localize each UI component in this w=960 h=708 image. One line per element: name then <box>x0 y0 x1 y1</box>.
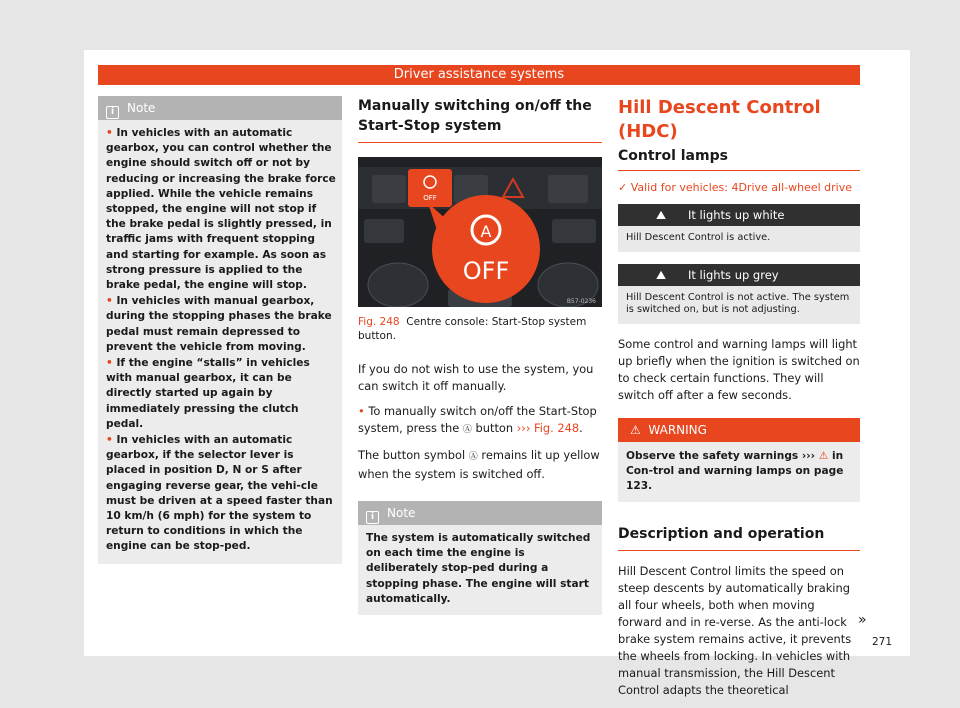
note-header <box>98 96 342 120</box>
chapter-header: Driver assistance systems <box>98 65 860 85</box>
warning-body: Observe the safety warnings ››› ⚠ in Con-trol and warning lamps on page 123. <box>626 449 844 492</box>
bullet-icon: • <box>106 434 117 447</box>
middle-column <box>358 96 602 615</box>
svg-text:A: A <box>480 222 492 241</box>
figure-248-image <box>358 157 602 307</box>
hdc-lamp-icon: ⛰ <box>656 208 667 222</box>
figure-label: Fig. 248 <box>358 316 400 328</box>
centre-console-illustration <box>358 157 602 307</box>
note-header <box>358 501 602 525</box>
paragraph-lamps-check: Some control and warning lamps will light up briefly when the ignition is switched on to check certain functions. They will switch off after a few seconds. <box>618 336 860 402</box>
check-icon: ✓ <box>618 181 628 194</box>
note-title: Note <box>127 101 156 115</box>
note-box <box>358 501 602 615</box>
paragraph-switch-off: If you do not wish to use the system, you can switch it off manually. <box>358 362 594 393</box>
paragraph-description: Hill Descent Control limits the speed on steep descents by automatically braking all four wheels, both when moving forward and in re-verse. As the anti-lock brake system remains active, it prevents the wheels from locking. In vehicles with manual transmission, the Hill Descent Control adapts the theoretical <box>618 563 852 697</box>
paragraph-press-button: • To manually switch on/off the Start-Stop system, press the Ⓐ button ››› Fig. 248. <box>358 404 597 435</box>
continue-arrow-icon: » <box>858 612 867 628</box>
info-icon: i <box>366 511 379 524</box>
figure-link[interactable]: ››› Fig. 248 <box>516 421 580 435</box>
warning-header: ⚠ WARNING <box>618 418 860 442</box>
bullet-icon: • <box>106 127 117 139</box>
figure-caption: Fig. 248 Centre console: Start-Stop system button. <box>358 316 587 342</box>
lamp-description: Hill Descent Control is not active. The system is switched on, but is not adjusting. <box>618 286 860 324</box>
note-box <box>98 96 342 564</box>
note-item: • In vehicles with an automatic gearbox, you can control whether the engine should switch off or not by reducing or increasing the brake force applied. While the vehicle remains stopped, the engine will not stop if the brake pedal is slightly pressed, in traffic jams with frequent stopping and starting for example. As soon as strong pressure is applied to the brake pedal, the engine will stop. <box>106 127 336 292</box>
right-column <box>618 96 860 699</box>
figure-code: B57-0236 <box>566 298 596 305</box>
subheading-description: Description and operation <box>618 524 860 551</box>
page-number: 271 <box>872 636 893 648</box>
bullet-icon: • <box>358 404 369 418</box>
warning-box <box>618 418 860 502</box>
left-column <box>98 96 342 564</box>
lamp-header: ⛰ It lights up white <box>618 204 860 226</box>
note-body: The system is automatically switched on each time the engine is deliberately stop-ped during a stopping phase. The engine will start automatically. <box>366 532 591 605</box>
hdc-lamp-icon: ⛰ <box>656 267 667 282</box>
note-item: • In vehicles with manual gearbox, during the stopping phases the brake pedal must remain depressed to prevent the vehicle from moving. <box>106 295 332 353</box>
section-heading-start-stop: Manually switching on/off the Start-Stop system <box>358 96 602 143</box>
warning-triangle-icon: ⚠ <box>818 449 829 462</box>
start-stop-icon: Ⓐ <box>468 452 478 462</box>
info-icon: i <box>106 106 119 119</box>
warning-triangle-icon: ⚠ <box>630 422 641 437</box>
lamp-description: Hill Descent Control is active. <box>618 226 860 252</box>
note-item: • If the engine “stalls” in vehicles with manual gearbox, it can be directly started up again by immediately pressing the clutch pedal. <box>106 357 310 430</box>
validity-note: ✓ Valid for vehicles: 4Drive all-wheel drive <box>618 181 852 194</box>
subheading-control-lamps: Control lamps <box>618 148 860 171</box>
start-stop-icon: Ⓐ <box>462 425 472 435</box>
paragraph-button-symbol: The button symbol Ⓐ remains lit up yellow when the system is switched off. <box>358 448 600 481</box>
svg-text:OFF: OFF <box>423 194 437 202</box>
note-body <box>98 120 342 564</box>
note-item: • In vehicles with an automatic gearbox, if the selector lever is placed in position D, N or S after engaging reverse gear, the vehi-cle must be driven at a speed faster than 10 km/h (6 mph) for the system to return to conditions in which the engine can be stop-ped. <box>106 434 333 553</box>
lamp-entry <box>618 264 860 324</box>
off-button-label: OFF <box>462 257 510 285</box>
section-title-hdc: Hill Descent Control (HDC) <box>618 97 821 142</box>
bullet-icon: • <box>106 295 117 308</box>
bullet-icon: • <box>106 357 117 370</box>
note-title: Note <box>387 506 416 520</box>
lamp-header: ⛰ It lights up grey <box>618 264 860 286</box>
lamp-entry <box>618 204 860 252</box>
